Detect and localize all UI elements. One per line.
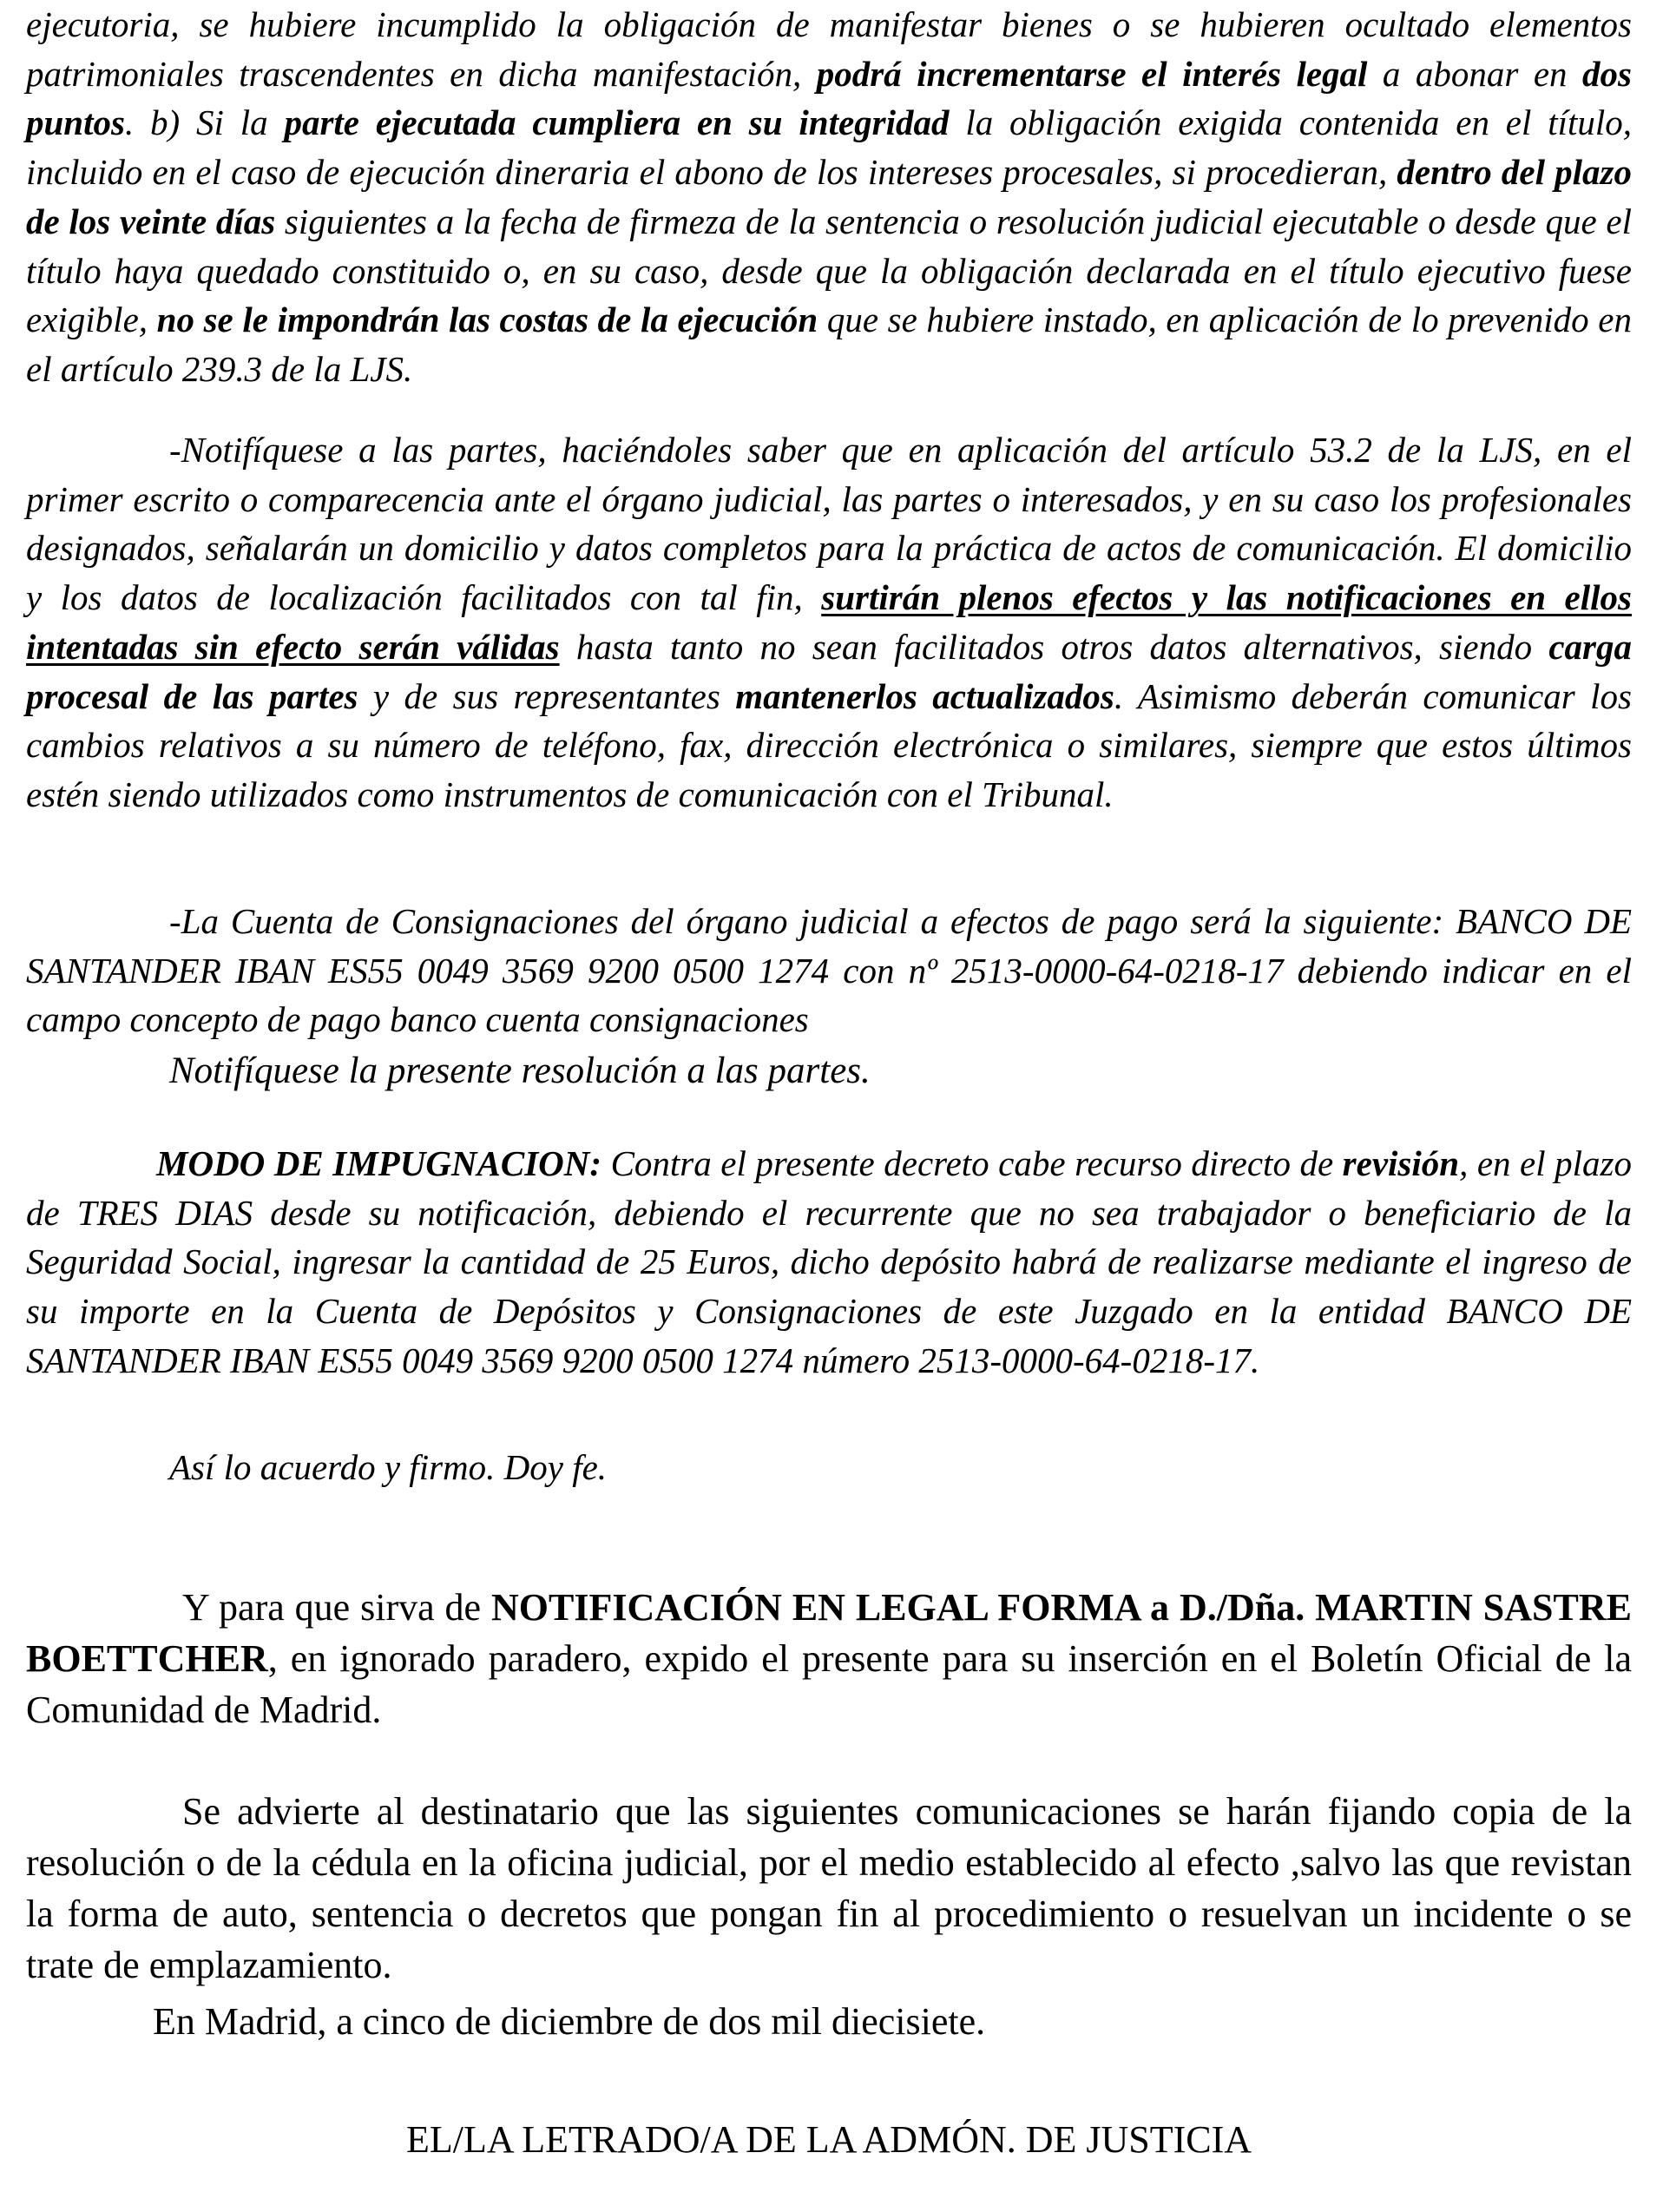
text-span: Se advierte al destinatario que las siguientes comunicaciones se harán fijando copia de la resolución o de la cédula en la oficina judicial, por el medio establecido al efecto ,salvo las que revistan la forma de auto, sentencia o decretos que pongan fin al procedimiento o resuelvan un incidente o se trate de emplazamiento. [26,1790,1632,1986]
text-span: -Notifíquese a las partes, haciéndoles saber que en aplicación del artículo 53.2 de la LJS, en el primer escrito o comparecencia ante el órgano judicial, las partes o interesados, y en su caso los profesionales designados, señalarán un domicilio y datos completos para la práctica de actos de comunicación. El domicilio y los datos de localización facilitados con tal fin, [26,430,1632,618]
text-span: Notifíquese la presente resolución a las partes. [169,1050,871,1091]
bold-span: MODO DE IMPUGNACION: [156,1143,602,1183]
paragraph-notifiquese-resolucion [169,1047,1663,1096]
text-span: . Asimismo deberán comunicar los cambios relativos a su número de teléfono, fax, dirección electrónica o similares, siempre que estos últimos estén siendo utilizados como instrumentos de comunicación con el Tribunal. [26,675,1633,814]
paragraph-asi-lo-acuerdo [169,1443,1663,1492]
bold-span: no se le impondrán las costas de la ejecución [156,300,818,340]
paragraph-notificacion-legal-forma [26,1582,1632,1735]
paragraph-advertencia [26,1786,1632,1991]
text-span: y de sus representantes [358,675,736,716]
bold-span: dentro del plazo de los veinte días [26,152,1632,241]
paragraph-cuenta-consignaciones [26,897,1632,1044]
text-span: . b) Si la [124,102,285,143]
bold-span: NOTIFICACIÓN EN LEGAL FORMA a D./Dña. MARTIN SASTRE BOETTCHER [26,1586,1632,1680]
bold-span: podrá incrementarse el interés legal [816,53,1368,94]
text-span: siguientes a la fecha de firmeza de la sentencia o resolución judicial ejecutable o desde que el título haya quedado constituido o, en su caso, desde que la obligación declarada en el título ejecutivo fuese exigible, [26,201,1632,340]
bold-span: mantenerlos actualizados [735,675,1114,716]
paragraph-notifiquese-partes [26,425,1632,820]
text-span: ejecutoria, se hubiere incumplido la obligación de manifestar bienes o se hubieren ocultado elementos patrimoniales trascendentes en dicha manifestación, [26,4,1632,94]
paragraph-ejecutoria [26,0,1632,394]
text-span: EL/LA LETRADO/A DE LA ADMÓN. DE JUSTICIA [406,2118,1252,2161]
text-span: En Madrid, a cinco de diciembre de dos mil diecisiete. [153,2000,986,2043]
bold-span: revisión [1342,1143,1460,1183]
signature-title [406,2114,1663,2165]
text-span: que se hubiere instado, en aplicación de lo prevenido en el artículo 239.3 de la LJS. [26,300,1633,389]
text-span: -La Cuenta de Consignaciones del órgano judicial a efectos de pago será la siguiente: BANCO DE SANTANDER IBAN ES55 0049 3569 9200 0500 1274 con nº 2513-0000-64-0218-17 debiendo indicar en el campo concepto de pago banco cuenta consignaciones [26,901,1632,1040]
text-span: hasta tanto no sean facilitados otros datos alternativos, siendo [559,626,1549,667]
bold-span: dos puntos [26,53,1632,143]
text-span: Y para que sirva de [182,1586,491,1629]
text-span: , en el plazo de TRES DIAS desde su notificación, debiendo el recurrente que no sea trabajador o beneficiario de la Seguridad Social, ingresar la cantidad de 25 Euros, dicho depósito habrá de realizarse mediante el ingreso de su importe en la Cuenta de Depósitos y Consignaciones de este Juzgado en la entidad BANCO DE SANTANDER IBAN ES55 0049 3569 9200 0500 1274 número 2513-0000-64-0218-17. [26,1143,1632,1380]
text-span: , en ignorado paradero, expido el presente para su inserción en el Boletín Oficial de la Comunidad de Madrid. [26,1637,1632,1731]
underlined-bold-span: surtirán plenos efectos y las notificaciones en ellos intentadas sin efecto serán válidas [26,577,1632,667]
text-span: a abonar en [1367,53,1583,94]
text-span: Así lo acuerdo y firmo. Doy fe. [169,1447,608,1487]
text-span: la obligación exigida contenida en el título, incluido en el caso de ejecución dineraria el abono de los intereses procesales, si procedieran, [26,102,1633,193]
paragraph-fecha-madrid [153,1996,1663,2047]
bold-span: parte ejecutada cumpliera en su integridad [284,102,950,143]
text-span: Contra el presente decreto cabe recurso directo de [601,1143,1343,1183]
bold-span: carga procesal de las partes [26,626,1632,716]
paragraph-modo-impugnacion [26,1139,1632,1386]
